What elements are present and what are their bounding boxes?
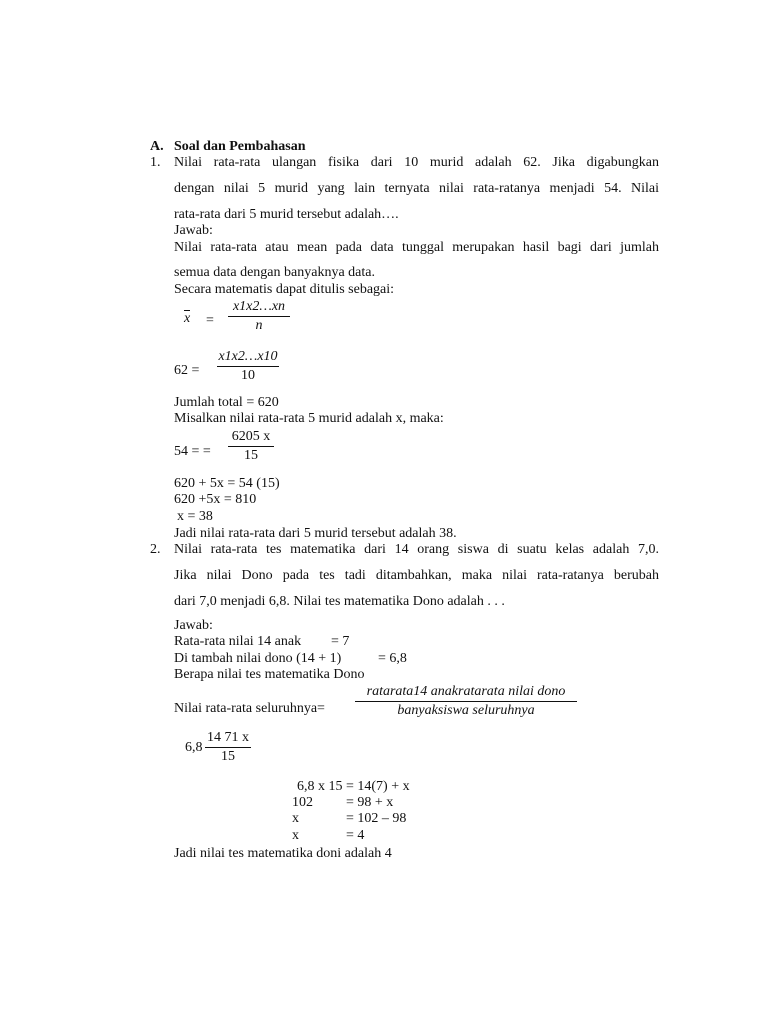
fraction-bar (228, 446, 274, 447)
q2-tambah-value: = 6,8 (378, 651, 407, 666)
q1-conclusion: Jadi nilai rata-rata dari 5 murid tersebut adalah 38. (174, 526, 457, 541)
formula-54-denominator: 15 (244, 448, 258, 463)
formula-68-lhs: 6,8 (185, 740, 203, 755)
q2-text-line-3: dari 7,0 menjadi 6,8. Nilai tes matematika Dono adalah . . . (174, 594, 505, 609)
q1-text-line-1: Nilai rata-rata ulangan fisika dari 10 murid adalah 62. Jika digabungkan (174, 155, 659, 170)
q1-explanation-line-1: Nilai rata-rata atau mean pada data tunggal merupakan hasil bagi dari jumlah (174, 240, 659, 255)
q2-tambah-label: Di tambah nilai dono (14 + 1) (174, 651, 342, 666)
formula-68-numerator: 14 71 x (207, 730, 249, 745)
q1-text-line-3: rata-rata dari 5 murid tersebut adalah…. (174, 207, 399, 222)
formula-62-fraction (217, 348, 279, 388)
q2-calc-step-3-right: = 102 – 98 (346, 811, 407, 826)
section-marker: A. (150, 139, 164, 154)
formula-mean-fraction (228, 298, 290, 338)
formula-overall-fraction (355, 683, 577, 723)
question-number-2: 2. (150, 542, 161, 557)
q2-text-line-2: Jika nilai Dono pada tes tadi ditambahkan, maka nilai rata-ratanya berubah (174, 568, 659, 583)
q2-calc-step-2-left: 102 (292, 795, 313, 810)
formula-overall-numerator: ratarata14 anakratarata nilai dono (366, 684, 566, 699)
formula-mean-symbol: x (184, 311, 191, 326)
q2-conclusion: Jadi nilai tes matematika doni adalah 4 (174, 846, 392, 861)
q1-jumlah-total: Jumlah total = 620 (174, 395, 279, 410)
fraction-bar (205, 747, 251, 748)
fraction-bar (217, 366, 279, 367)
formula-54-fraction (228, 428, 274, 468)
q2-berapa: Berapa nilai tes matematika Dono (174, 667, 365, 682)
q1-step-3: x = 38 (177, 509, 213, 524)
q1-step-2: 620 +5x = 810 (174, 492, 257, 507)
q1-jawab-label: Jawab: (174, 223, 213, 238)
q2-calc-step-1: 6,8 x 15 = 14(7) + x (297, 779, 410, 794)
q2-rata-14-label: Rata-rata nilai 14 anak (174, 634, 302, 649)
formula-68-denominator: 15 (221, 749, 235, 764)
section-title: Soal dan Pembahasan (174, 139, 306, 154)
q1-explanation-line-3: Secara matematis dapat ditulis sebagai: (174, 282, 395, 297)
formula-62-lhs: 62 = (174, 363, 200, 378)
formula-overall-label: Nilai rata-rata seluruhnya= (174, 701, 325, 716)
formula-62-denominator: 10 (241, 368, 255, 383)
q2-text-line-1: Nilai rata-rata tes matematika dari 14 orang siswa di suatu kelas adalah 7,0. (174, 542, 659, 557)
q2-jawab-label: Jawab: (174, 618, 213, 633)
formula-mean-numerator: x1x2…xn (232, 299, 286, 314)
q2-calc-step-2-right: = 98 + x (346, 795, 394, 810)
formula-overall-denominator: banyaksiswa seluruhnya (397, 703, 535, 718)
formula-54-lhs: 54 = = (174, 444, 211, 459)
question-number-1: 1. (150, 155, 161, 170)
formula-68-fraction (205, 729, 251, 769)
q2-calc-step-4-left: x (292, 828, 299, 843)
formula-62-numerator: x1x2…x10 (218, 349, 278, 364)
fraction-bar (355, 701, 577, 702)
q1-text-line-2: dengan nilai 5 murid yang lain ternyata nilai rata-ratanya menjadi 54. Nilai (174, 181, 659, 196)
q1-step-1: 620 + 5x = 54 (15) (174, 476, 280, 491)
formula-mean-denominator: n (255, 318, 263, 333)
q1-misalkan: Misalkan nilai rata-rata 5 murid adalah x, maka: (174, 411, 444, 426)
formula-mean-equals: = (206, 313, 214, 328)
formula-54-numerator: 6205 x (231, 429, 271, 444)
fraction-bar (228, 316, 290, 317)
q2-calc-step-4-right: = 4 (346, 828, 365, 843)
q2-rata-14-value: = 7 (331, 634, 350, 649)
q2-calc-step-3-left: x (292, 811, 299, 826)
q1-explanation-line-2: semua data dengan banyaknya data. (174, 265, 375, 280)
